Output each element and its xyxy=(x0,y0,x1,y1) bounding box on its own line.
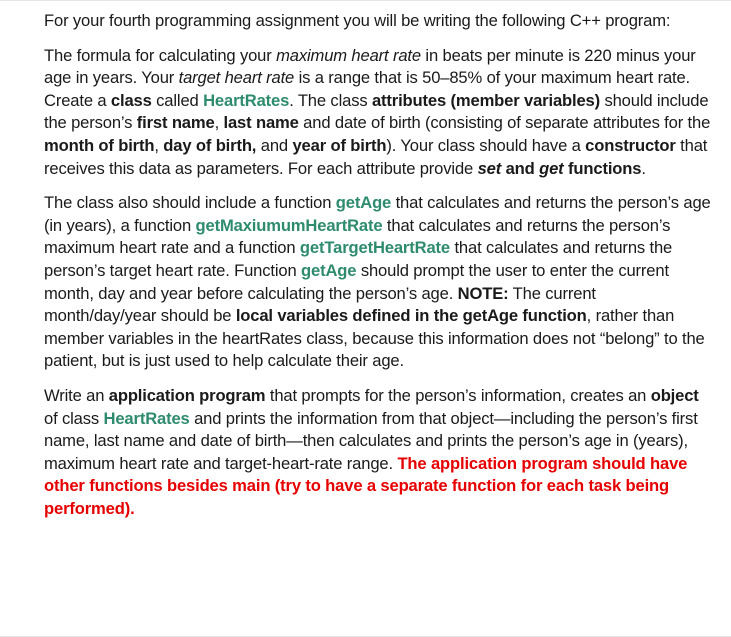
function-gettargetheartrate: getTargetHeartRate xyxy=(299,238,450,258)
term-class: class xyxy=(110,90,152,110)
term-set: set xyxy=(477,158,502,178)
paragraph-heart-rate-class: The formula for calculating your maximum heart rate in beats per minute is 220 minus your age in years. Your target heart rate is a range that is 50–85% of your maximum heart rate. Create a class called HeartRates. The class attributes (member variables) should include the person’s first name, last name and date of birth (consisting of separate attributes for the month of birth, day of birth, and year of birth). Your class should have a constructor that receives this data as parameters. For each attribute provide set and get functions. xyxy=(44,45,711,178)
term-target-heart-rate: target heart rate xyxy=(178,68,295,88)
term-year-of-birth: year of birth xyxy=(292,135,387,155)
red-requirement-note: The application program should have other functions besides main (try to have a separate function for each task being performed). xyxy=(44,453,688,518)
term-last-name: last name xyxy=(223,113,299,133)
term-get: get xyxy=(539,158,564,178)
term-local-variables: local variables defined in the getAge function xyxy=(235,306,587,326)
function-getage: getAge xyxy=(335,193,392,213)
class-name-heartrates: HeartRates xyxy=(203,90,290,110)
paragraph-application-program: Write an application program that prompts for the person’s information, creates an object of class HeartRates and prints the information from that object—including the person’s first name, last name and date of birth—then calculates and prints the person’s age in (years), maximum heart rate and target-heart-rate range. The application program should have other functions besides main (try to have a separate function for each task being performed). xyxy=(44,385,699,518)
paragraph-member-functions: The class also should include a function getAge that calculates and returns the person’s age (in years), a function getMaxiumumHeartRate that calculates and returns the person’s maximum heart rate and a function getTargetHeartRate that calculates and returns the person’s target heart rate. Function getAge should prompt the user to enter the current month, day and year before calculating the person’s age. NOTE: The current month/day/year should be local variables defined in the getAge function, rather than member variables in the heartRates class, because this information does not “belong” to the patient, but is just used to help calculate their age. xyxy=(44,193,711,371)
class-name-heartrates-2: HeartRates xyxy=(103,408,190,428)
term-maximum-heart-rate: maximum heart rate xyxy=(276,45,421,65)
term-first-name: first name xyxy=(136,113,215,133)
intro-paragraph: For your fourth programming assignment you will be writing the following C++ program: xyxy=(44,11,671,30)
note-label: NOTE: xyxy=(457,283,509,303)
term-object: object xyxy=(650,385,699,405)
term-constructor: constructor xyxy=(585,135,676,155)
function-getage-2: getAge xyxy=(301,260,357,280)
term-functions: functions xyxy=(568,158,642,178)
term-month-of-birth: month of birth xyxy=(44,135,155,155)
term-day-of-birth: day of birth, xyxy=(163,135,257,155)
term-attributes: attributes (member variables) xyxy=(371,90,600,110)
function-getmaxiumumheartrate: getMaxiumumHeartRate xyxy=(195,215,383,235)
term-application-program: application program xyxy=(108,385,266,405)
